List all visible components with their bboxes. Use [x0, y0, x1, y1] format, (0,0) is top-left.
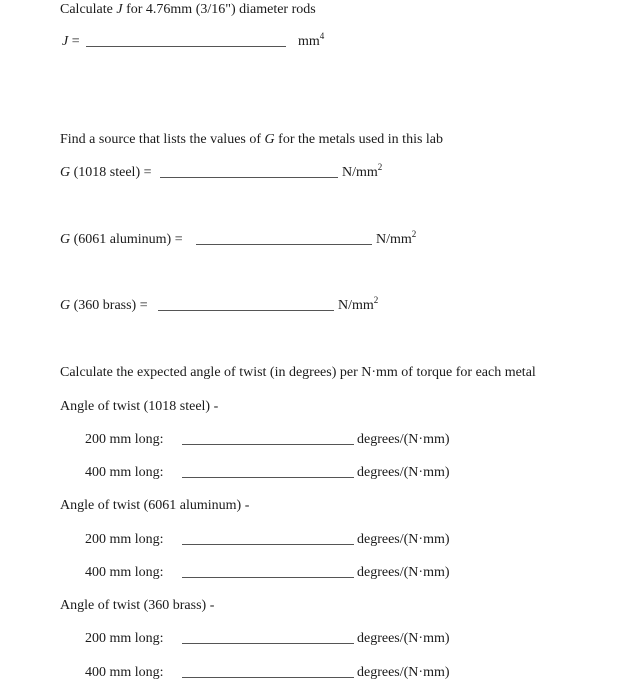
g-aluminum-unit-exp: 2 [411, 229, 417, 239]
g-steel-blank[interactable] [160, 165, 338, 178]
g-brass-unit [338, 295, 379, 314]
twist-brass-title: Angle of twist (360 brass) - [60, 598, 215, 613]
calc-j-heading [60, 2, 316, 18]
twist-brass-200-blank[interactable] [182, 631, 354, 644]
g-brass-text: (360 brass) = [70, 298, 148, 313]
twist-steel-200-label: 200 mm long: [85, 432, 164, 447]
g-steel-label [60, 165, 152, 181]
twist-aluminum-400-blank[interactable] [182, 565, 354, 578]
j-unit [298, 31, 325, 50]
g-brass-label [60, 298, 148, 314]
find-g-heading-pre: Find a source that lists the values of [60, 132, 265, 147]
twist-steel-400-label: 400 mm long: [85, 465, 164, 480]
g-steel-unit-exp: 2 [377, 162, 383, 172]
twist-aluminum-400-unit: degrees/(N·mm) [357, 565, 450, 580]
find-g-heading-post: for the metals used in this lab [274, 132, 444, 147]
g-aluminum-unit [376, 229, 417, 248]
twist-brass-200-label: 200 mm long: [85, 631, 164, 646]
g-aluminum-label [60, 232, 183, 248]
calc-j-heading-pre: Calculate [60, 2, 117, 17]
j-answer-row [62, 34, 80, 50]
g-aluminum-unit-base: N/mm [376, 232, 412, 247]
twist-aluminum-200-unit: degrees/(N·mm) [357, 532, 450, 547]
twist-brass-400-unit: degrees/(N·mm) [357, 665, 450, 680]
j-equals: = [68, 34, 80, 49]
twist-aluminum-title: Angle of twist (6061 aluminum) - [60, 498, 250, 513]
twist-steel-title: Angle of twist (1018 steel) - [60, 399, 219, 414]
calc-j-heading-var: J [116, 2, 123, 17]
g-brass-unit-exp: 2 [373, 295, 379, 305]
twist-brass-200-unit: degrees/(N·mm) [357, 631, 450, 646]
g-brass-var: G [60, 298, 71, 313]
twist-steel-200-unit: degrees/(N·mm) [357, 432, 450, 447]
twist-aluminum-200-blank[interactable] [182, 532, 354, 545]
twist-steel-200-blank[interactable] [182, 432, 354, 445]
g-steel-unit-base: N/mm [342, 165, 378, 180]
twist-heading: Calculate the expected angle of twist (in degrees) per N·mm of torque for each metal [60, 365, 536, 380]
g-brass-unit-base: N/mm [338, 298, 374, 313]
j-unit-exp: 4 [319, 31, 325, 41]
find-g-heading [60, 132, 443, 148]
find-g-heading-var: G [264, 132, 275, 147]
g-brass-blank[interactable] [158, 298, 334, 311]
g-steel-text: (1018 steel) = [70, 165, 152, 180]
g-aluminum-var: G [60, 232, 71, 247]
j-label: J [62, 34, 69, 49]
twist-steel-400-unit: degrees/(N·mm) [357, 465, 450, 480]
calc-j-heading-post: for 4.76mm (3/16") diameter rods [122, 2, 316, 17]
twist-aluminum-200-label: 200 mm long: [85, 532, 164, 547]
twist-brass-400-label: 400 mm long: [85, 665, 164, 680]
g-steel-var: G [60, 165, 71, 180]
twist-brass-400-blank[interactable] [182, 665, 354, 678]
g-aluminum-text: (6061 aluminum) = [70, 232, 183, 247]
twist-aluminum-400-label: 400 mm long: [85, 565, 164, 580]
j-unit-base: mm [298, 34, 320, 49]
twist-steel-400-blank[interactable] [182, 465, 354, 478]
j-answer-blank[interactable] [86, 34, 286, 47]
g-steel-unit [342, 162, 383, 181]
g-aluminum-blank[interactable] [196, 232, 372, 245]
